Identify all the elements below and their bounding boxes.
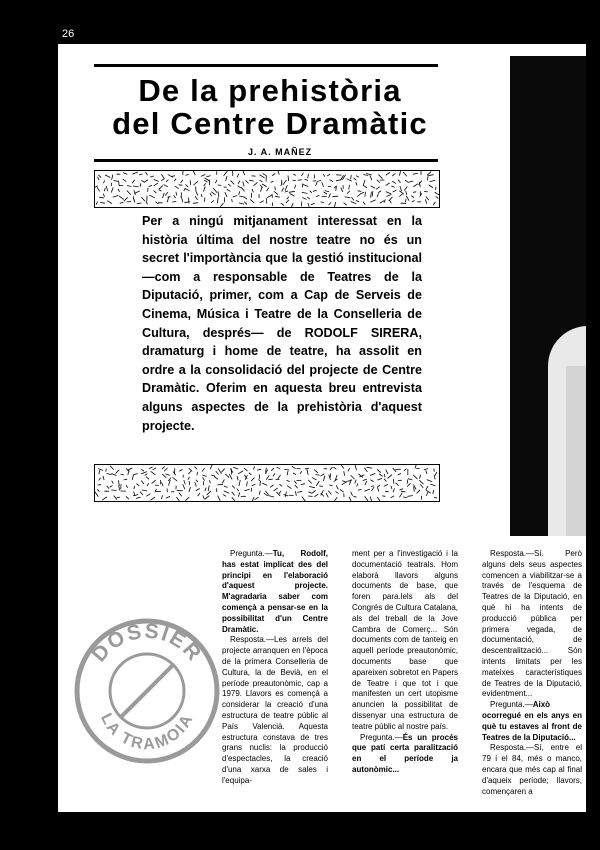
title-line-2: del Centre Dramàtic (112, 106, 428, 141)
interview-column-2 (352, 549, 458, 776)
stamp-bottom-text: LA TRAMOIA (96, 710, 198, 754)
portrait-photo (510, 56, 586, 536)
interview-paragraph (352, 733, 458, 776)
answer-text: Sí, entre el 79 i el 84, més o manco, encara que més cap al final d'aqueix període; llavors, començaren a (482, 743, 582, 796)
speaker-label: Pregunta.— (360, 732, 403, 742)
speaker-label: Pregunta.— (490, 700, 533, 710)
speaker-label: Resposta.— (230, 635, 275, 645)
question-text: És un procés que patí certa paralització en el període ja autonòmic... (352, 732, 458, 774)
title-line-1: De la prehistòria (138, 73, 402, 108)
question-text: Això ocorregué en els anys en què tu estaves al front de Teatres de la Diputació... (482, 700, 582, 742)
page-number: 26 (62, 28, 75, 40)
magazine-page (58, 44, 586, 812)
decorative-pattern-top (94, 170, 440, 208)
interview-paragraph (352, 549, 458, 733)
interview-column-3 (482, 549, 582, 797)
answer-text: Les arrels del projecte arranquen en l'època de la primera Conselleria de Cultura, la de Bevià, en el període preautonòmic, cap a 1979. Llavors es començà a considerar la creació d'una estructura de teatre públic al País Valencià. Aquesta estructura constava de tres grans nuclis: la producció d'espectacles, la creació d'una xarxa de sales i l'equipa- (222, 635, 328, 785)
interview-paragraph (482, 549, 582, 700)
question-text: Tu, Rodolf, has estat implicat des del principi en l'elaboració d'aquest projecte. M'agradaria saber com començà a pensar-se en la possibilitat d'un Centre Dramàtic. (222, 549, 328, 634)
article-title (95, 74, 445, 140)
speaker-label: Pregunta.— (230, 549, 273, 558)
answer-text: Sí. Però alguns dels seus aspectes comencen a viabilitzar-se a través de l'esquema de Teatres de la Diputació, en què hi ha intents de producció pública per primera vegada, de documentació, de descentralització... Són intents limitats per les mateixes característiques de Teatres de la Diputació, evidentment... (482, 549, 582, 699)
speaker-label: Resposta.— (490, 549, 535, 558)
interview-paragraph (482, 700, 582, 743)
author-byline: J. A. MAÑEZ (248, 147, 313, 157)
interview-column-1 (222, 549, 328, 787)
photo-shirt-shadow (566, 366, 586, 536)
decorative-pattern-bottom (94, 464, 440, 502)
title-rule-bottom (94, 159, 438, 162)
answer-text: ment per a l'investigació i la documentació teatrals. Hom elaborà llavors alguns documents de base, que foren para.lels als del Congrés de Cultura Catalana, als del treball de la Jove Cambra de Comerç... Són documents com de tanteig en aquell període preautonòmic, documents base que apareixen sobretot en Papers de Teatre i que tot i que manifesten un cert utopisme anuncien la possibilitat de dissenyar una estructura de teatre públic al nostre país. (352, 549, 458, 731)
interview-paragraph (222, 549, 328, 635)
speaker-label: Resposta.— (490, 743, 535, 753)
article-lead: Per a ningú mitjanament interessat en la història última del nostre teatre no és un secret l'importància que la gestió institucional —com a responsable de Teatres de la Diputació, primer, com a Cap de Serveis de Cinema, Música i Teatre de la Conselleria de Cultura, després— de RODOLF SIRERA, dramaturg i home de teatre, ha assolit en ordre a la consolidació del projecte de Centre Dramàtic. Oferim en aquesta breu entrevista alguns aspectes de la prehistòria d'aquest projecte. (142, 214, 422, 433)
stamp-top-text: DOSSIER (87, 619, 207, 667)
title-rule-top (94, 64, 438, 67)
dossier-stamp (72, 616, 222, 766)
interview-paragraph (482, 743, 582, 797)
interview-paragraph (222, 635, 328, 786)
